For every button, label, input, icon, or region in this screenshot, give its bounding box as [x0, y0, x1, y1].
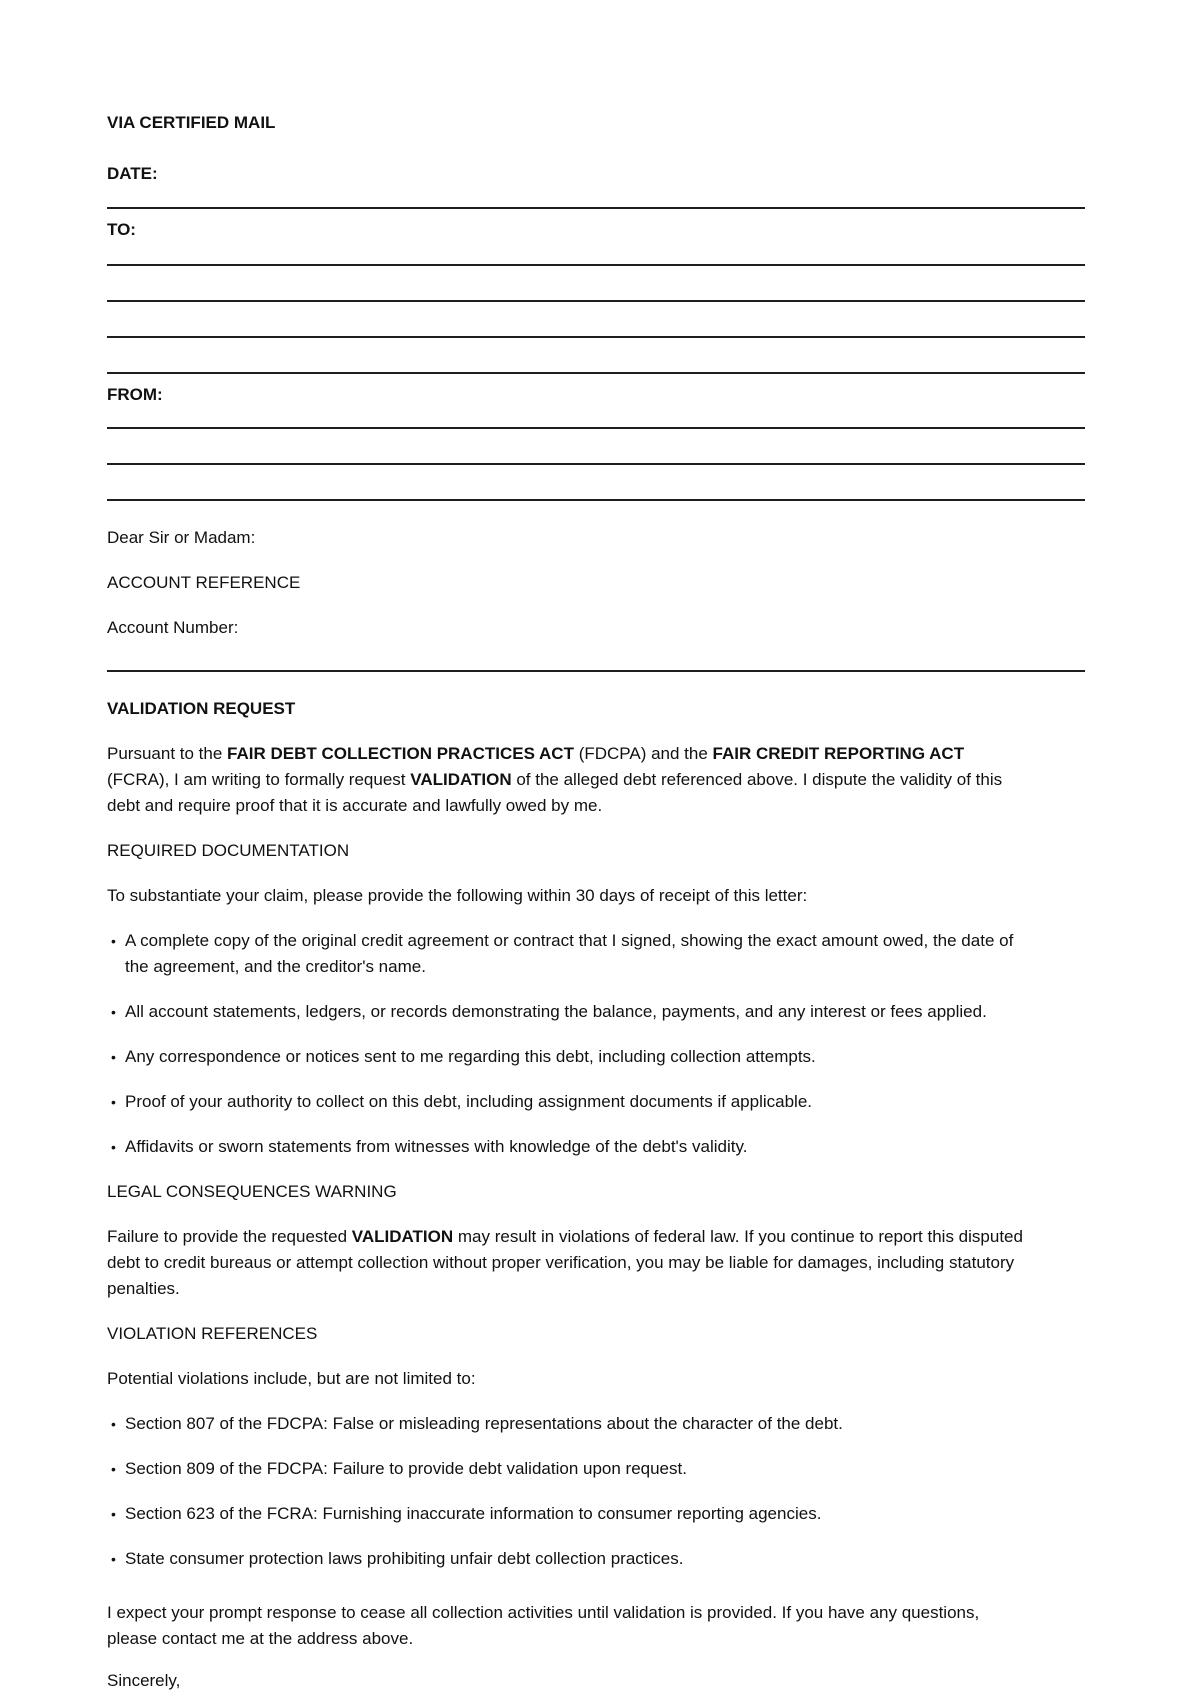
bullet-text: • Proof of your authority to collect on this debt, including assignment documents if applicable. — [125, 1092, 812, 1111]
paragraph-text: of the alleged debt referenced above. I dispute the validity of this — [511, 770, 1003, 789]
bullet-text: • Section 807 of the FDCPA: False or misleading representations about the character of the debt. — [125, 1414, 843, 1433]
account-reference-heading: ACCOUNT REFERENCE — [107, 573, 301, 592]
paragraph-text: Pursuant to the — [107, 744, 228, 763]
bullet-text: the agreement, and the creditor's name. — [125, 957, 426, 976]
paragraph-text: Failure to provide the requested — [107, 1227, 352, 1246]
violation-references-heading: VIOLATION REFERENCES — [107, 1324, 318, 1343]
from-fill-line — [107, 499, 1085, 501]
paragraph-text: debt and require proof that it is accurate and lawfully owed by me. — [107, 796, 603, 815]
validation-bold: VALIDATION — [410, 770, 512, 789]
documentation-intro: To substantiate your claim, please provide the following within 30 days of receipt of this letter: — [107, 886, 808, 905]
bullet-text: • Section 809 of the FDCPA: Failure to provide debt validation upon request. — [125, 1459, 687, 1478]
fdcpa-act-bold: FAIR DEBT COLLECTION PRACTICES ACT — [227, 744, 574, 763]
to-fill-line — [107, 300, 1085, 302]
signoff: Sincerely, — [107, 1671, 181, 1690]
date-label: DATE: — [107, 164, 158, 183]
paragraph-text: (FCRA), I am writing to formally request — [107, 770, 411, 789]
from-label: FROM: — [107, 385, 163, 404]
documentation-item — [107, 999, 1093, 1025]
documentation-item — [107, 928, 1093, 980]
account-number-label: Account Number: — [107, 618, 239, 637]
date-fill-line — [107, 207, 1085, 209]
violations-intro: Potential violations include, but are not limited to: — [107, 1369, 476, 1388]
legal-warning-paragraph — [107, 1224, 1093, 1302]
violation-item — [107, 1546, 1093, 1572]
paragraph-text: may result in violations of federal law. If you continue to report this disputed — [453, 1227, 1023, 1246]
documentation-item — [107, 1044, 1093, 1070]
documentation-list — [107, 928, 1093, 1160]
salutation: Dear Sir or Madam: — [107, 528, 256, 547]
violation-item — [107, 1456, 1093, 1482]
from-fill-line — [107, 463, 1085, 465]
fcra-act-bold: FAIR CREDIT REPORTING ACT — [712, 744, 965, 763]
validation-request-paragraph — [107, 741, 1093, 819]
bullet-text: • Any correspondence or notices sent to me regarding this debt, including collection attempts. — [125, 1047, 816, 1066]
to-label: TO: — [107, 220, 136, 239]
violation-item — [107, 1411, 1093, 1437]
validation-bold: VALIDATION — [351, 1227, 454, 1246]
violations-list — [107, 1411, 1093, 1572]
from-fill-line — [107, 427, 1085, 429]
bullet-text: • All account statements, ledgers, or records demonstrating the balance, payments, and any interest or fees applied. — [125, 1002, 987, 1021]
paragraph-text: penalties. — [107, 1279, 180, 1298]
via-certified-mail-label: VIA CERTIFIED MAIL — [107, 113, 276, 132]
bullet-text: • A complete copy of the original credit agreement or contract that I signed, showing the exact amount owed, the date of — [125, 931, 1014, 950]
legal-warning-heading: LEGAL CONSEQUENCES WARNING — [107, 1182, 397, 1201]
validation-request-heading: VALIDATION REQUEST — [107, 699, 296, 718]
documentation-item — [107, 1089, 1093, 1115]
to-fill-line — [107, 264, 1085, 266]
paragraph-text: please contact me at the address above. — [107, 1629, 414, 1648]
bullet-text: • Section 623 of the FCRA: Furnishing inaccurate information to consumer reporting agencies. — [125, 1504, 822, 1523]
documentation-item — [107, 1134, 1093, 1160]
paragraph-text: debt to credit bureaus or attempt collection without proper verification, you may be liable for damages, including statutory — [107, 1253, 1015, 1272]
bullet-text: • Affidavits or sworn statements from witnesses with knowledge of the debt's validity. — [125, 1137, 748, 1156]
required-documentation-heading: REQUIRED DOCUMENTATION — [107, 841, 350, 860]
to-fill-line — [107, 372, 1085, 374]
paragraph-text: I expect your prompt response to cease all collection activities until validation is provided. If you have any questions, — [107, 1603, 980, 1622]
bullet-text: • State consumer protection laws prohibiting unfair debt collection practices. — [125, 1549, 684, 1568]
to-fill-line — [107, 336, 1085, 338]
closing-paragraph — [107, 1600, 1093, 1652]
violation-item — [107, 1501, 1093, 1527]
paragraph-text: (FDCPA) and the — [573, 744, 713, 763]
section-divider — [107, 670, 1085, 672]
